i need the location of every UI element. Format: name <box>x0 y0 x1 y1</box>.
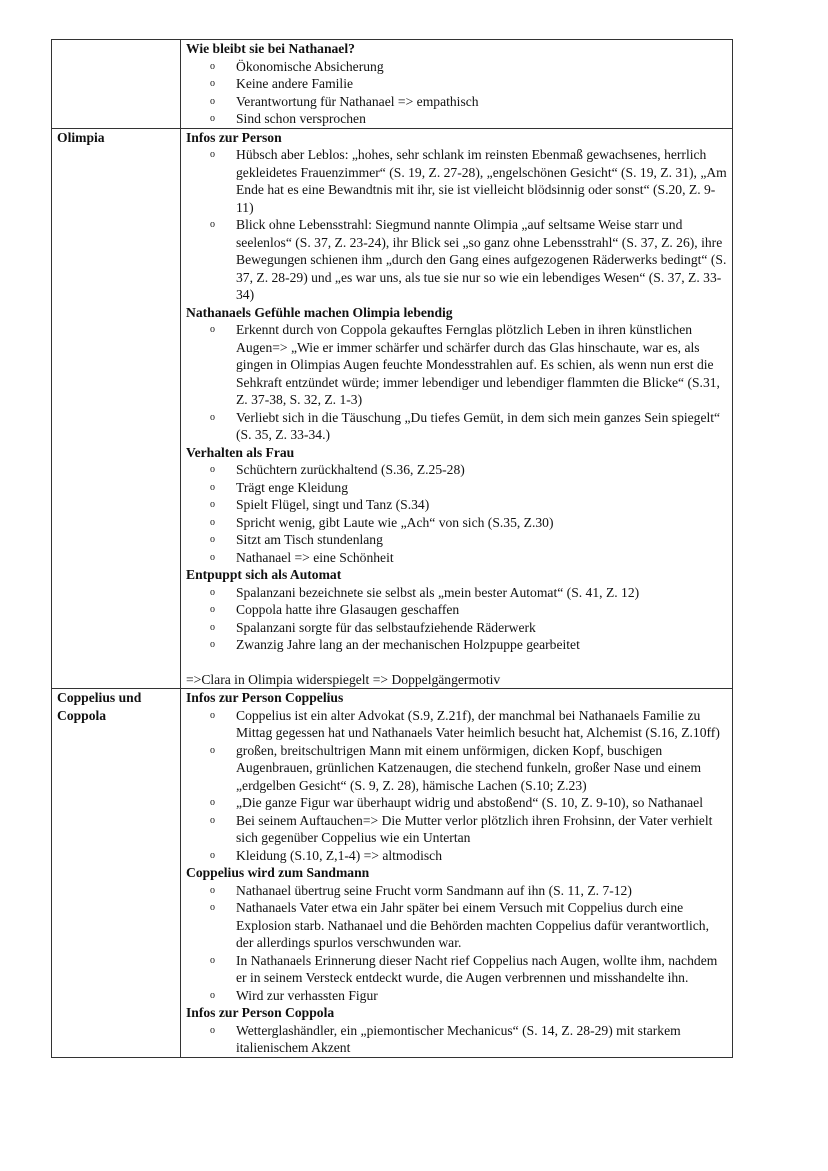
list-item-text: Erkennt durch von Coppola gekauftes Fernglas plötzlich Leben in ihren künstlichen Augen=> „Wie er immer schärfer und schärfer durch das Glas hinschaute, war es, als gingen in Olimpias Augen feuchte Mondesstrahlen auf. Es schien, als wenn nun erst die Sehkraft entzündet würde; immer lebendiger und lebendiger flammten die Blicke“ (S.31, Z. 37-38, S. 32, Z. 1-3) <box>236 322 720 407</box>
list-item <box>206 636 727 654</box>
list-item-text: Nathanael übertrug seine Frucht vorm Sandmann auf ihn (S. 11, Z. 7-12) <box>236 882 632 898</box>
list-item <box>206 216 727 304</box>
circle-bullet-icon: o <box>210 324 215 335</box>
section-heading: Wie bleibt sie bei Nathanael? <box>186 41 355 56</box>
bullet-list <box>186 146 727 304</box>
list-item-text: Schüchtern zurückhaltend (S.36, Z.25-28) <box>236 462 465 477</box>
list-item-text: Bei seinem Auftauchen=> Die Mutter verlor plötzlich ihren Frohsinn, der Vater verhielt sich gegenüber Coppelius wie ein Untertan <box>236 812 713 845</box>
circle-bullet-icon: o <box>210 954 215 966</box>
blank-line <box>186 654 727 671</box>
bullet-list <box>186 58 727 128</box>
table-row <box>52 128 733 689</box>
conclusion-text: =>Clara in Olimpia widerspiegelt => Doppelgängermotiv <box>186 671 501 687</box>
circle-bullet-icon: o <box>210 464 215 475</box>
circle-bullet-icon: o <box>210 534 215 545</box>
list-item <box>206 496 727 514</box>
list-item-text: Hübsch aber Leblos: „hohes, sehr schlank im reinsten Ebenmaß gewachsenes, herrlich gekleidetes Frauenzimmer“ (S. 19, Z. 27-28), „engelschönen Gesicht“ (S. 19, Z. 31), „Am Ende hat es eine Bewandtnis mit ihr, sie ist vielleicht blödsinnig oder sonst“ (S.20, Z. 9-11) <box>236 147 727 215</box>
list-item <box>206 584 727 602</box>
list-item-text: Spalanzani sorgte für das selbstaufziehende Räderwerk <box>236 619 536 635</box>
list-item <box>206 321 727 409</box>
list-item-text: Spricht wenig, gibt Laute wie „Ach“ von sich (S.35, Z.30) <box>236 514 554 530</box>
list-item <box>206 619 727 637</box>
circle-bullet-icon: o <box>210 849 215 861</box>
circle-bullet-icon: o <box>210 551 215 563</box>
notes-table <box>51 39 733 1058</box>
list-item <box>206 952 727 987</box>
list-item-text: Nathanaels Vater etwa ein Jahr später bei einem Versuch mit Coppelius durch eine Explosion starb. Nathanael und die Behörden machten Coppelius dafür verantwortlich, der allerdings spurlos verschwunden war. <box>236 900 710 950</box>
row-label: Olimpia <box>52 128 181 689</box>
circle-bullet-icon: o <box>210 481 215 493</box>
bullet-list <box>186 461 727 566</box>
section-heading: Infos zur Person Coppelius <box>186 690 344 705</box>
list-item-text: Sitzt am Tisch stundenlang <box>236 532 383 547</box>
bullet-list <box>186 1022 727 1057</box>
section-heading: Infos zur Person <box>186 129 282 145</box>
list-item-text: Spalanzani bezeichnete sie selbst als „mein bester Automat“ (S. 41, Z. 12) <box>236 584 640 600</box>
list-item-text: Trägt enge Kleidung <box>236 479 349 495</box>
list-item <box>206 742 727 795</box>
circle-bullet-icon: o <box>210 60 215 72</box>
circle-bullet-icon: o <box>210 411 215 423</box>
list-item <box>206 899 727 952</box>
list-item <box>206 1022 727 1057</box>
list-item-text: Wird zur verhassten Figur <box>236 987 378 1003</box>
list-item-text: Verantwortung für Nathanael => empathisch <box>236 93 479 109</box>
section-heading: Verhalten als Frau <box>186 444 295 460</box>
row-label <box>52 40 181 129</box>
circle-bullet-icon: o <box>210 499 215 510</box>
circle-bullet-icon: o <box>210 797 215 808</box>
circle-bullet-icon: o <box>210 989 215 1001</box>
circle-bullet-icon: o <box>210 639 215 650</box>
section-heading: Infos zur Person Coppola <box>186 1005 335 1020</box>
list-item <box>206 93 727 111</box>
table-row <box>52 689 733 1058</box>
list-item-text: Spielt Flügel, singt und Tanz (S.34) <box>236 497 430 512</box>
list-item <box>206 75 727 93</box>
circle-bullet-icon: o <box>210 884 215 896</box>
bullet-list <box>186 882 727 1005</box>
circle-bullet-icon: o <box>210 586 215 598</box>
circle-bullet-icon: o <box>210 516 215 528</box>
list-item <box>206 58 727 76</box>
bullet-list <box>186 584 727 654</box>
list-item <box>206 146 727 216</box>
circle-bullet-icon: o <box>210 621 215 633</box>
list-item-text: Verliebt sich in die Täuschung „Du tiefes Gemüt, in dem sich mein ganzes Sein spiegelt“ (S. 35, Z. 33-34.) <box>236 409 721 442</box>
list-item <box>206 847 727 865</box>
list-item-text: In Nathanaels Erinnerung dieser Nacht rief Coppelius nach Augen, wollte ihm, nachdem er in seinem Versteck entdeckt wurde, die Augen verbrennen und misshandelte ihn. <box>236 952 718 985</box>
bullet-list <box>186 707 727 865</box>
list-item <box>206 812 727 847</box>
list-item-text: Coppola hatte ihre Glasaugen geschaffen <box>236 602 460 617</box>
list-item-text: Coppelius ist ein alter Advokat (S.9, Z.21f), der manchmal bei Nathanaels Familie zu Mittag gegessen hat und Nathanaels Vater heimlich besucht hat, Alchemist (S.16, Z.10ff) <box>236 707 720 740</box>
circle-bullet-icon: o <box>210 113 215 124</box>
row-label: Coppelius und Coppola <box>52 689 181 1058</box>
table-row <box>52 40 733 129</box>
list-item-text: Sind schon versprochen <box>236 111 366 126</box>
list-item-text: Keine andere Familie <box>236 76 354 91</box>
list-item <box>206 987 727 1005</box>
section-heading: Entpuppt sich als Automat <box>186 567 342 582</box>
list-item <box>206 707 727 742</box>
list-item <box>206 461 727 479</box>
list-item <box>206 514 727 532</box>
notes-table-body <box>52 40 733 1058</box>
list-item <box>206 794 727 812</box>
list-item <box>206 479 727 497</box>
list-item <box>206 601 727 619</box>
list-item-text: Blick ohne Lebensstrahl: Siegmund nannte Olimpia „auf seltsame Weise starr und seelenlos“ (S. 37, Z. 23-24), ihr Blick sei „so ganz ohne Lebensstrahl“ (S. 37, Z. 26), ihre Bewegungen schienen ihm „durch den Gang eines aufgezogenen Räderwerks bedingt“ (S. 37, Z. 28-29) und „es war uns, als tue sie nur so wie ein lebendiges Wesen“ (S. 37, Z. 33-34) <box>236 217 727 302</box>
list-item <box>206 110 727 128</box>
row-content <box>181 689 733 1058</box>
row-content <box>181 128 733 689</box>
list-item-text: großen, breitschultrigen Mann mit einem unförmigen, dicken Kopf, buschigen Augenbrauen, grünlichen Katzenaugen, die stechend funkeln, großer Nase und einem „erdgelben Gesicht“ (S. 9, Z. 28), hämische Lachen (S.10; Z.23) <box>236 742 702 793</box>
circle-bullet-icon: o <box>210 604 215 615</box>
list-item-text: Kleidung (S.10, Z,1-4) => altmodisch <box>236 847 442 863</box>
section-heading: Coppelius wird zum Sandmann <box>186 865 370 880</box>
list-item <box>206 531 727 549</box>
circle-bullet-icon: o <box>210 814 215 826</box>
list-item <box>206 409 727 444</box>
circle-bullet-icon: o <box>210 149 215 160</box>
circle-bullet-icon: o <box>210 95 215 107</box>
section-heading: Nathanaels Gefühle machen Olimpia lebendig <box>186 304 453 320</box>
list-item <box>206 882 727 900</box>
row-content <box>181 40 733 129</box>
circle-bullet-icon: o <box>210 709 215 721</box>
list-item-text: Ökonomische Absicherung <box>236 58 384 74</box>
circle-bullet-icon: o <box>210 78 215 89</box>
circle-bullet-icon: o <box>210 1024 215 1036</box>
list-item <box>206 549 727 567</box>
circle-bullet-icon: o <box>210 744 215 756</box>
list-item-text: Zwanzig Jahre lang an der mechanischen Holzpuppe gearbeitet <box>236 637 580 652</box>
list-item-text: „Die ganze Figur war überhaupt widrig und abstoßend“ (S. 10, Z. 9-10), so Nathanael <box>236 795 703 810</box>
bullet-list <box>186 321 727 444</box>
circle-bullet-icon: o <box>210 219 215 230</box>
circle-bullet-icon: o <box>210 902 215 913</box>
list-item-text: Wetterglashändler, ein „piemontischer Mechanicus“ (S. 14, Z. 28-29) mit starkem italienischem Akzent <box>236 1022 681 1055</box>
list-item-text: Nathanael => eine Schönheit <box>236 549 394 565</box>
